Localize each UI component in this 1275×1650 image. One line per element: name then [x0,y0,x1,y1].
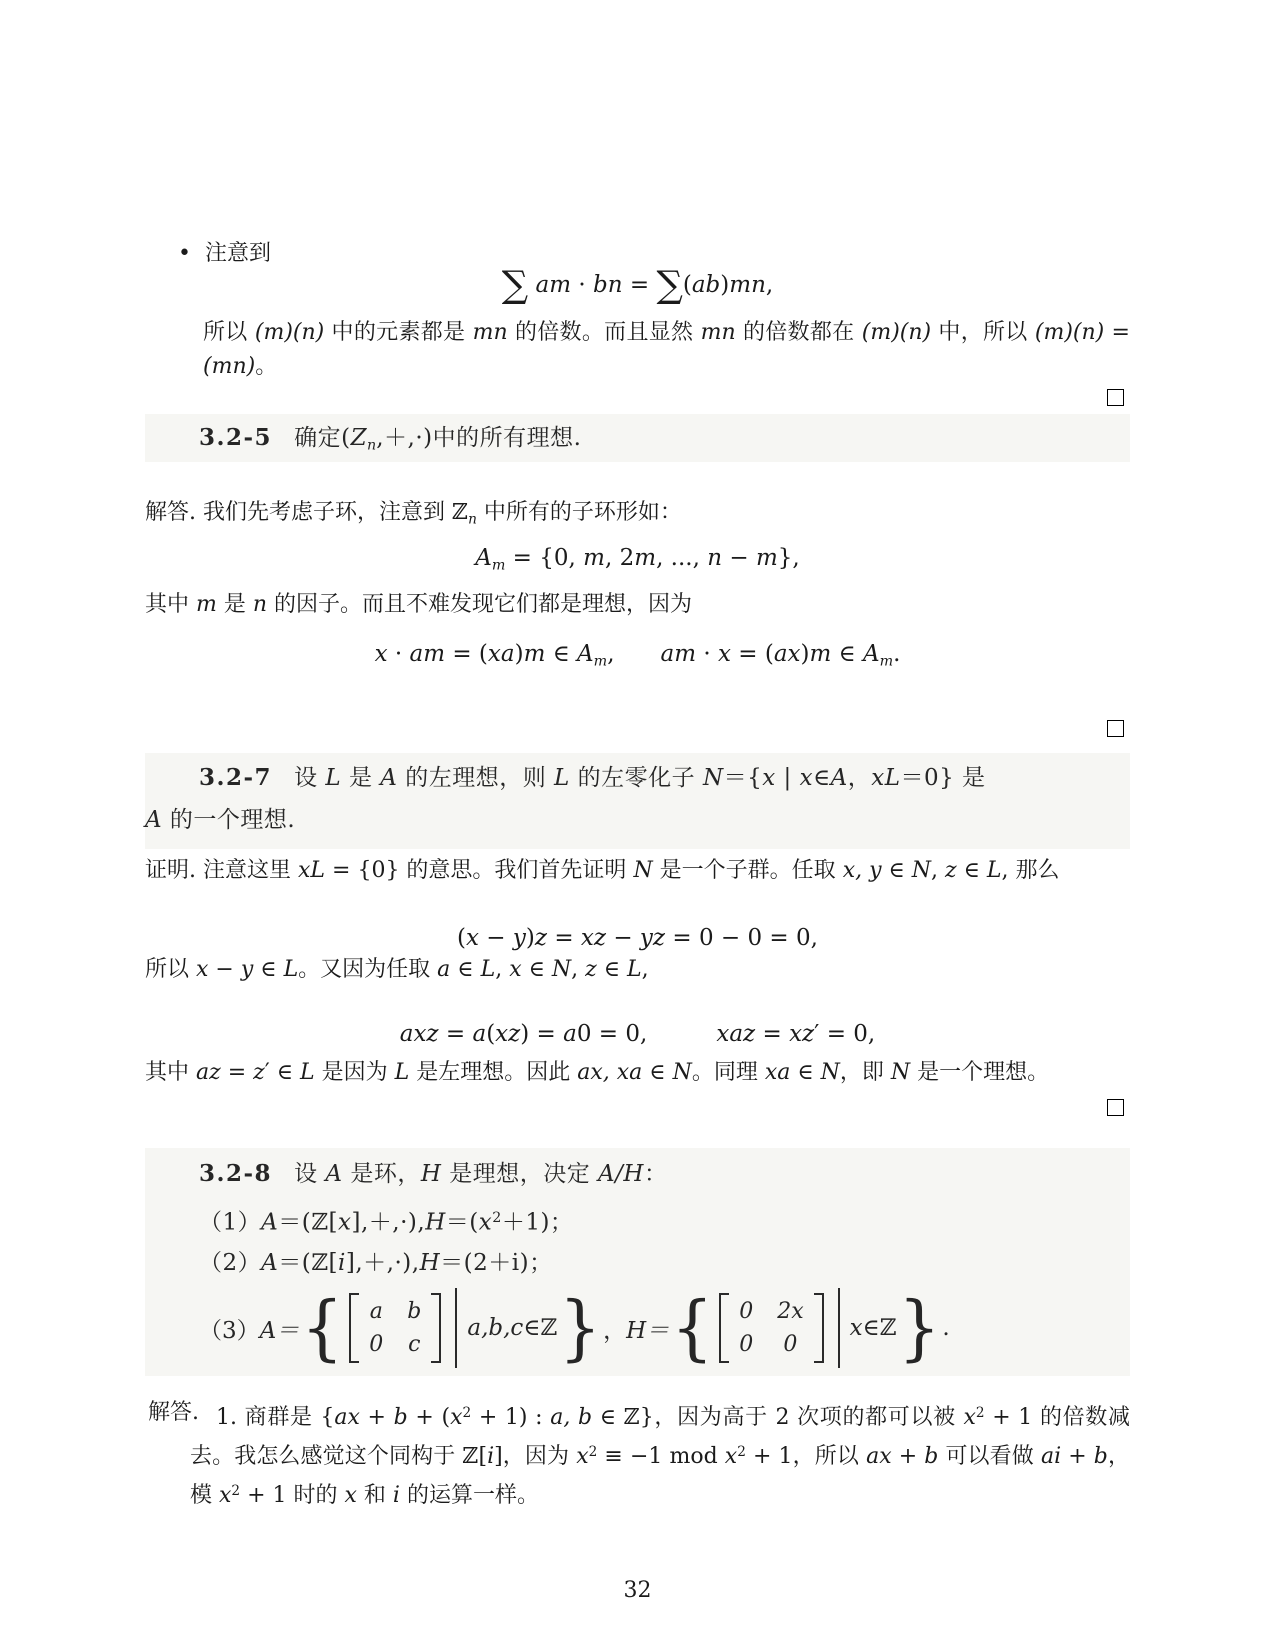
problem-number: 3.2-7 [199,764,273,791]
proof-327-conclusion: 其中 az = z′ ∈ L 是因为 L 是左理想。因此 ax, xa ∈ N。同理 xa ∈ N，即 N 是一个理想。 [145,1060,1050,1085]
solution-325-intro: 解答. 我们先考虑子环，注意到 ℤn 中所有的子环形如： [145,500,682,528]
problem-3-2-8-item2: （2）A＝(ℤ[i],＋,·),H＝(2＋i)； [199,1250,553,1276]
matrix-cell: 0 [369,1332,384,1357]
display-formula-ideal: x · am = (xa)m ∈ Am, am · x = (ax)m ∈ Am. [374,641,901,670]
problem-3-2-5-title [199,414,581,470]
matrix-cell: 0 [739,1299,754,1324]
note-label: 注意到 [204,241,271,266]
proof-327-intro: 证明. 注意这里 xL = {0} 的意思。我们首先证明 N 是一个子群。任取 x, y ∈ N, z ∈ L, 那么 [145,858,1060,883]
matrix-cell: 0 [783,1332,798,1357]
display-formula-subtraction: (x − y)z = xz − yz = 0 − 0 = 0, [457,925,818,951]
display-formula-am: Am = {0, m, 2m, ..., n − m}, [475,545,800,574]
proof-327-so: 所以 x − y ∈ L。又因为任取 a ∈ L, x ∈ N, z ∈ L, [145,957,649,982]
problem-title-text: 设 A 是环，H 是理想，决定 A/H： [294,1161,668,1187]
problem-title-text: 设 L 是 A 的左理想，则 L 的左零化子 N＝{x | x∈A，xL＝0} 是 [294,765,986,791]
note-paragraph: 所以 (m)(n) 中的元素都是 mn 的倍数。而且显然 mn 的倍数都在 (m)(n) 中，所以 (m)(n) = (mn)。 [203,320,1130,379]
problem-3-2-8-item3 [199,1286,950,1370]
problem-3-2-7-title-line2: A 的一个理想. [145,807,296,833]
problem-3-2-8-title [199,1156,667,1192]
problem-number: 3.2-8 [199,1160,273,1187]
open-brace: { [671,1285,714,1370]
solution-label: 解答. [148,1400,199,1425]
close-brace: } [559,1285,602,1370]
matrix-cell: 0 [739,1332,754,1357]
condition-a: a,b,c∈ℤ [467,1315,558,1341]
problem-3-2-7-title-line1 [199,760,986,796]
matrix-cell: b [407,1299,422,1324]
qed-box [1107,720,1124,737]
qed-box [1107,389,1124,406]
open-brace: { [301,1285,344,1370]
problem-3-2-8-item1: $(1)A=(ℤ[x],+,\cdot),H=(x^2+1)$； [199,1209,574,1236]
solution-328-body: 1. 商群是 {$ax + b + (x^2 + 1)$ : a, b ∈ ℤ}，因为高于 2 次项的都可以被 $x^2 + 1$ 的倍数减去。我怎么感觉这个同构于 ℤ[i]，因为 $x^2 \equiv -1$ mod $x^2 + 1$，所以 ax + b 可以看做 ai + b，模 $x^2 + 1$ 时的 x 和 i 的运算一样。 [190,1405,1130,1509]
item3-period: . [942,1315,950,1341]
bracket-right [431,1293,441,1363]
problem-3-2-5-block [145,414,1130,462]
bullet-icon: • [178,241,191,266]
close-brace: } [898,1285,941,1370]
solution-328 [145,1396,1130,1513]
bracket-left [719,1293,729,1363]
item3-a-equals: A＝ [259,1317,300,1344]
display-formula-axz: axz = a(xz) = a0 = 0, xaz = xz′ = 0, [399,1021,876,1047]
problem-title-text: 确定(Zn,＋,·)中的所有理想. [294,425,582,454]
condition-h: x∈ℤ [849,1315,897,1341]
page-number: 32 [623,1578,652,1603]
matrix-cell: 2x [777,1299,804,1324]
bracket-left [349,1293,359,1363]
qed-box [1107,1099,1124,1116]
set-builder-bar [455,1288,457,1368]
display-formula-sum: ∑ am · bn = ∑(ab)mn, [501,263,774,307]
set-builder-bar [838,1288,840,1368]
problem-number: 3.2-5 [199,424,273,451]
item3-separator: ， [603,1317,627,1344]
item3-prefix: （3） [199,1317,260,1344]
problem-3-2-7-block [145,753,1130,849]
matrix-h [719,1293,823,1363]
solution-325-factor: 其中 m 是 n 的因子。而且不难发现它们都是理想，因为 [145,592,693,617]
bracket-right [814,1293,824,1363]
problem-3-2-8-block [145,1148,1130,1376]
matrix-a [349,1293,441,1363]
item3-h-equals: H＝ [626,1317,670,1344]
matrix-cell: a [369,1299,383,1324]
matrix-cell: c [408,1332,421,1357]
